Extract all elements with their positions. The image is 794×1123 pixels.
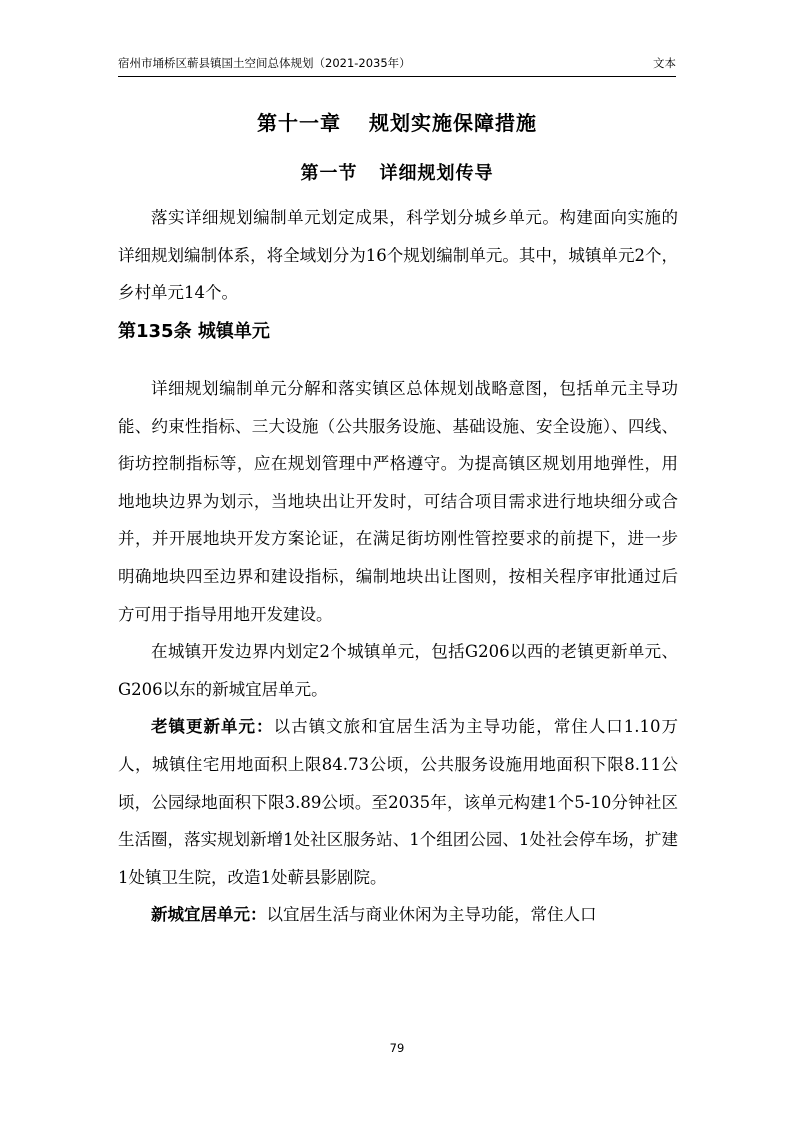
paragraph-4-text: 以宜居生活与商业休闲为主导功能，常住人口 [266, 905, 597, 925]
section-heading [0, 159, 794, 185]
paragraph-4-lead: 新城宜居单元： [151, 905, 267, 925]
intro-block [118, 199, 678, 312]
paragraph-1: 详细规划编制单元分解和落实镇区总体规划战略意图，包括单元主导功能、约束性指标、三大设施（公共服务设施、基础设施、安全设施）、四线、街坊控制指标等，应在规划管理中严格遵守。为提高镇区规划用地弹性，用地地块边界为划示，当地块出让开发时，可结合项目需求进行地块细分或合并，并开展地块开发方案论证，在满足街坊刚性管控要求的前提下，进一步明确地块四至边界和建设指标，编制地块出让图则，按相关程序审批通过后方可用于指导用地开发建设。 [118, 379, 678, 624]
paragraph-3 [118, 708, 678, 896]
paragraph-2: 在城镇开发边界内划定2个城镇单元，包括G206以西的老镇更新单元、G206以东的新城宜居单元。 [118, 642, 678, 699]
header-title: 宿州市埇桥区蕲县镇国土空间总体规划（2021-2035年） [118, 56, 411, 70]
paragraph-4 [118, 896, 678, 934]
page-number: 79 [389, 1041, 405, 1055]
chapter-number: 第十一章 [257, 111, 341, 135]
section-title: 详细规划传导 [379, 163, 494, 184]
intro-paragraph: 落实详细规划编制单元划定成果，科学划分城乡单元。构建面向实施的详细规划编制体系，将全域划分为16个规划编制单元。其中，城镇单元2个，乡村单元14个。 [118, 208, 678, 303]
paragraph-3-lead: 老镇更新单元： [151, 717, 274, 737]
paragraph-3-text: 以古镇文旅和宜居生活为主导功能，常住人口1.10万人，城镇住宅用地面积上限84.73公顷，公共服务设施用地面积下限8.11公顷，公园绿地面积下限3.89公顷。至2035年，该单元构建1个5-10分钟社区生活圈，落实规划新增1处社区服务站、1个组团公园、1处社会停车场，扩建1处镇卫生院，改造1处蕲县影剧院。 [118, 717, 678, 887]
article-number: 第135条 [118, 321, 192, 342]
chapter-heading [0, 107, 794, 136]
chapter-title: 规划实施保障措施 [369, 111, 537, 135]
article-body [118, 370, 678, 934]
article-heading [118, 317, 270, 343]
article-title: 城镇单元 [197, 321, 270, 342]
header-doc-type: 文本 [653, 56, 676, 70]
page-header [118, 54, 676, 77]
section-number: 第一节 [300, 163, 358, 184]
